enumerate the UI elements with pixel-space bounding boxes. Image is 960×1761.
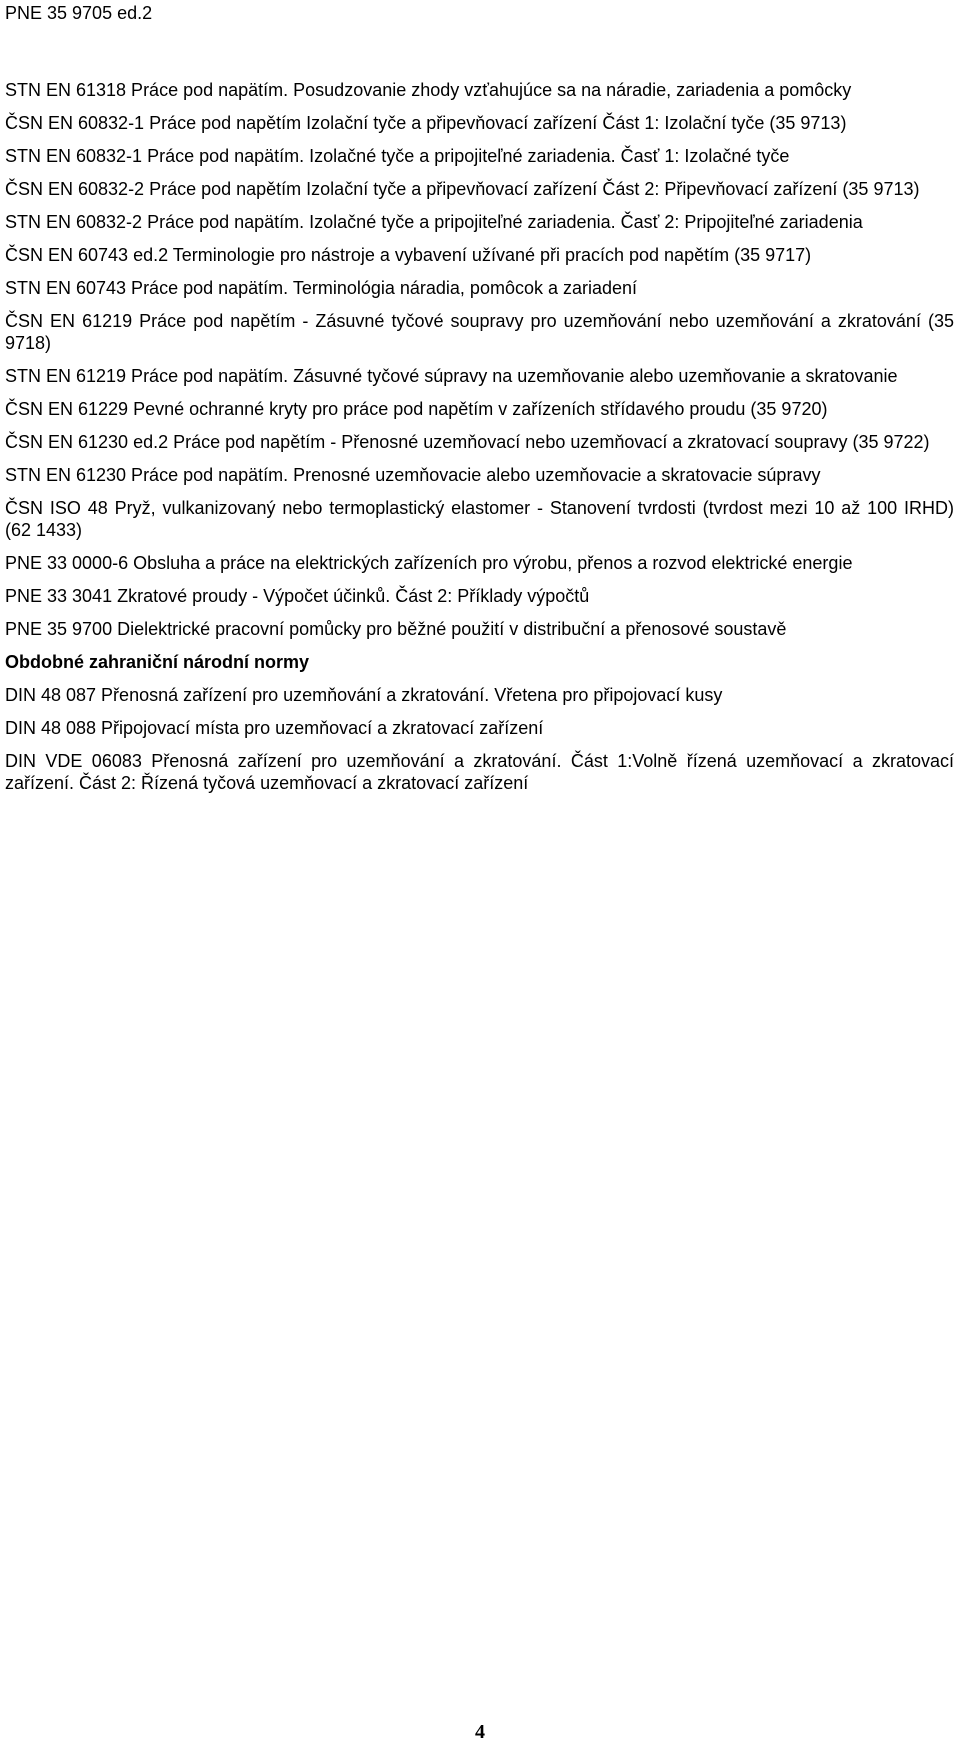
list-item: PNE 33 3041 Zkratové proudy - Výpočet účinků. Část 2: Příklady výpočtů (5, 586, 590, 606)
list-item: ČSN EN 61230 ed.2 Práce pod napětím - Přenosné uzemňovací nebo uzemňovací a zkratovací soupravy (35 9722) (5, 432, 930, 452)
list-item: STN EN 60743 Práce pod napätím. Terminológia náradia, pomôcok a zariadení (5, 278, 638, 298)
list-item: STN EN 61230 Práce pod napätím. Prenosné uzemňovacie alebo uzemňovacie a skratovacie súpravy (5, 465, 821, 485)
list-item: ČSN EN 60832-1 Práce pod napětím Izolační tyče a připevňovací zařízení Část 1: Izolační tyče (35 9713) (5, 113, 847, 133)
list-item: PNE 33 0000-6 Obsluha a práce na elektrických zařízeních pro výrobu, přenos a rozvod elektrické energie (5, 553, 853, 573)
list-item: STN EN 61318 Práce pod napätím. Posudzovanie zhody vzťahujúce sa na náradie, zariadenia a pomôcky (5, 80, 852, 100)
list-item: ČSN EN 61219 Práce pod napětím - Zásuvné tyčové soupravy pro uzemňování nebo uzemňování a zkratování (35 9718) (5, 311, 954, 353)
section-heading: Obdobné zahraniční národní normy (5, 652, 310, 672)
list-item: STN EN 60832-1 Práce pod napätím. Izolačné tyče a pripojiteľné zariadenia. Časť 1: Izolačné tyče (5, 146, 790, 166)
list-item: DIN VDE 06083 Přenosná zařízení pro uzemňování a zkratování. Část 1:Volně řízená uzemňovací a zkratovací zařízení. Část 2: Řízená tyčová uzemňovací a zkratovací zařízení (5, 751, 954, 793)
page-number: 4 (475, 1721, 485, 1743)
document-header: PNE 35 9705 ed.2 (5, 3, 153, 23)
list-item: ČSN EN 61229 Pevné ochranné kryty pro práce pod napětím v zařízeních střídavého proudu (35 9720) (5, 399, 828, 419)
list-item: ČSN EN 60743 ed.2 Terminologie pro nástroje a vybavení užívané při pracích pod napětím (35 9717) (5, 245, 812, 265)
list-item: ČSN ISO 48 Pryž, vulkanizovaný nebo termoplastický elastomer - Stanovení tvrdosti (tvrdost mezi 10 až 100 IRHD) (62 1433) (5, 498, 954, 540)
standards-list (5, 79, 954, 805)
list-item: DIN 48 088 Připojovací místa pro uzemňovací a zkratovací zařízení (5, 718, 544, 738)
list-item: PNE 35 9700 Dielektrické pracovní pomůcky pro běžné použití v distribuční a přenosové soustavě (5, 619, 787, 639)
list-item: ČSN EN 60832-2 Práce pod napětím Izolační tyče a připevňovací zařízení Část 2: Připevňovací zařízení (35 9713) (5, 179, 920, 199)
list-item: STN EN 61219 Práce pod napätím. Zásuvné tyčové súpravy na uzemňovanie alebo uzemňovanie a skratovanie (5, 366, 898, 386)
list-item: STN EN 60832-2 Práce pod napätím. Izolačné tyče a pripojiteľné zariadenia. Časť 2: Pripojiteľné zariadenia (5, 212, 863, 232)
list-item: DIN 48 087 Přenosná zařízení pro uzemňování a zkratování. Vřetena pro připojovací kusy (5, 685, 723, 705)
